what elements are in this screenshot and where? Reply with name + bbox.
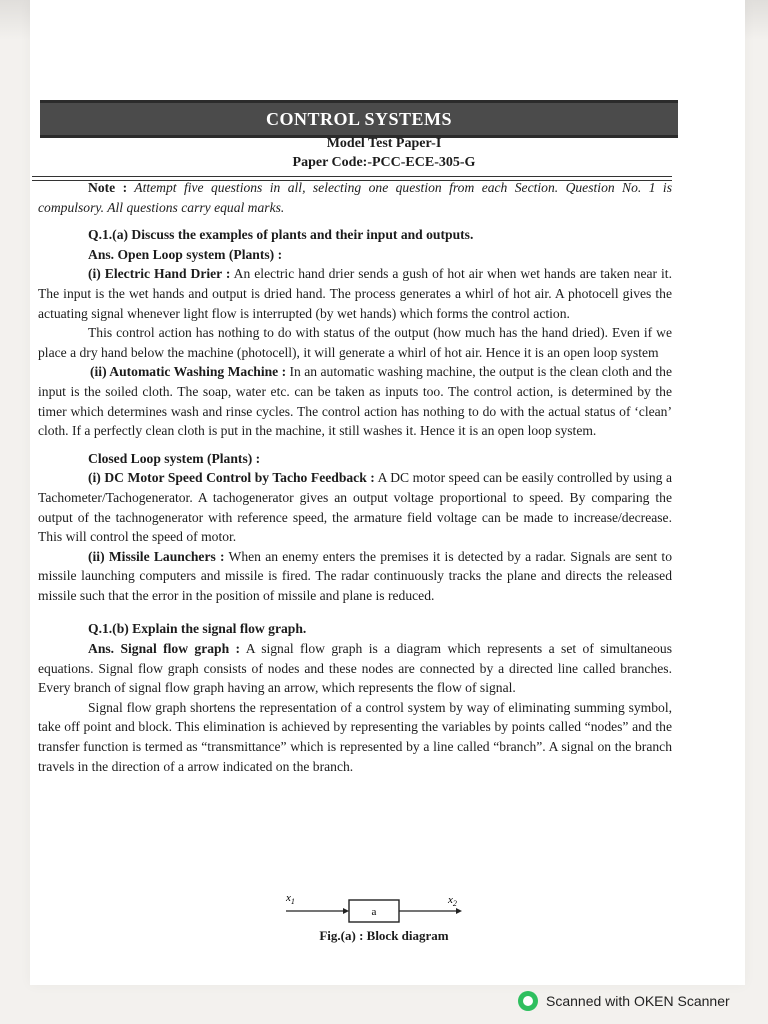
note-label: Note : [88, 180, 128, 195]
answer-text: A signal flow graph is a diagram which represents a set of simultaneous equations. Signal flow graph consists of nodes and these nodes are connected by a directed line called branches. Every branch of signal flow graph having an arrow, which represents the flow of signal. [38, 641, 672, 696]
item-text: When an enemy enters the premises it is detected by a radar. Signals are sent to missile launching computers and missile is fired. The radar continuously tracks the plane and directs the released missile such that the error in the position of missile and plane is reduced. [38, 548, 673, 603]
signal-flow-answer [38, 639, 672, 698]
header-rule-top [32, 176, 672, 177]
open-loop-item-hand-drier [38, 264, 672, 323]
block-diagram [280, 893, 470, 953]
input-label: $x_1$ [286, 893, 295, 906]
signal-flow-paragraph-2: Signal flow graph shortens the representation of a control system by way of eliminating summing symbol, take off point and block. This elimination is achieved by representing the variables by points called “nodes” and the transfer function is termed as “transmittance” which is represented by a line called “branch”. A signal on the branch travels in the direction of a arrow indicated on the branch. [38, 699, 672, 774]
instructions-note [38, 178, 672, 217]
figure-caption: Fig.(a) : Block diagram [319, 928, 449, 943]
item-title: (ii) Automatic Washing Machine : [90, 364, 287, 380]
question-1a: Q.1.(a) Discuss the examples of plants and their input and outputs. [88, 227, 474, 243]
item-text: A DC motor speed can be easily controlled by using a Tachometer/Tachogenerator. A tachogenerator gives an output voltage proportional to speed. By comparing the output of the tachnogenerator with reference speed, the armature field voltage can be made to increase/decrease. This will control the speed of motor. [38, 470, 672, 545]
item-text: In an automatic washing machine, the output is the clean cloth and the input is the soiled cloth. The soap, water etc. can be taken as inputs too. The control action, is determined by the timer which determines wash and rinse cycles. The control action has nothing to do with the actual status of ‘clean’ cloth. If a perfectly clean cloth is put in the machine, it still washes it. Hence it is an open loop system. [38, 364, 672, 439]
open-loop-item-washing-machine [38, 362, 672, 440]
answer-title: Ans. Signal flow graph : [88, 641, 241, 657]
scanner-watermark [518, 990, 730, 1012]
paper-subtitle: Model Test Paper-I [326, 136, 442, 151]
document-title: CONTROL SYSTEMS [40, 100, 678, 138]
question-1b: Q.1.(b) Explain the signal flow graph. [88, 621, 307, 637]
output-label: $x_2$ [448, 894, 457, 908]
hand-drier-paragraph-2: This control action has nothing to do with status of the output (how much has the hand dried). Even if we place a dry hand below the machine (photocell), it will generate a whirl of hot air. Hence it is an open loop system [38, 325, 672, 360]
item-title: (i) Electric Hand Drier : [88, 266, 231, 282]
closed-loop-item-dc-motor [38, 468, 672, 546]
note-text: Attempt five questions in all, selecting one question from each Section. Question No. 1 is compulsory. All questions carry equal marks. [38, 180, 672, 215]
answer-heading-open-loop: Ans. Open Loop system (Plants) : [88, 246, 283, 262]
scanner-text: Scanned with OKEN Scanner [546, 993, 730, 1009]
block-label: a [371, 906, 377, 918]
output-arrow [456, 908, 462, 914]
item-text: An electric hand drier sends a gush of hot air when wet hands are taken near it. The input is the wet hands and output is dried hand. The process generates a whirl of hot air. A photocell gives the actuating signal whenever light flow is interrupted (by wet hands) which forms the control action. [38, 266, 672, 321]
paper-code: Paper Code:-PCC-ECE-305-G [292, 155, 476, 170]
closed-loop-item-missile [38, 547, 672, 606]
oken-logo-icon [518, 991, 538, 1011]
document-body [38, 178, 672, 776]
item-title: (ii) Missile Launchers : [88, 548, 225, 564]
input-arrow [343, 908, 349, 914]
closed-loop-heading: Closed Loop system (Plants) : [88, 450, 261, 466]
item-title: (i) DC Motor Speed Control by Tacho Feedback : [88, 470, 375, 486]
